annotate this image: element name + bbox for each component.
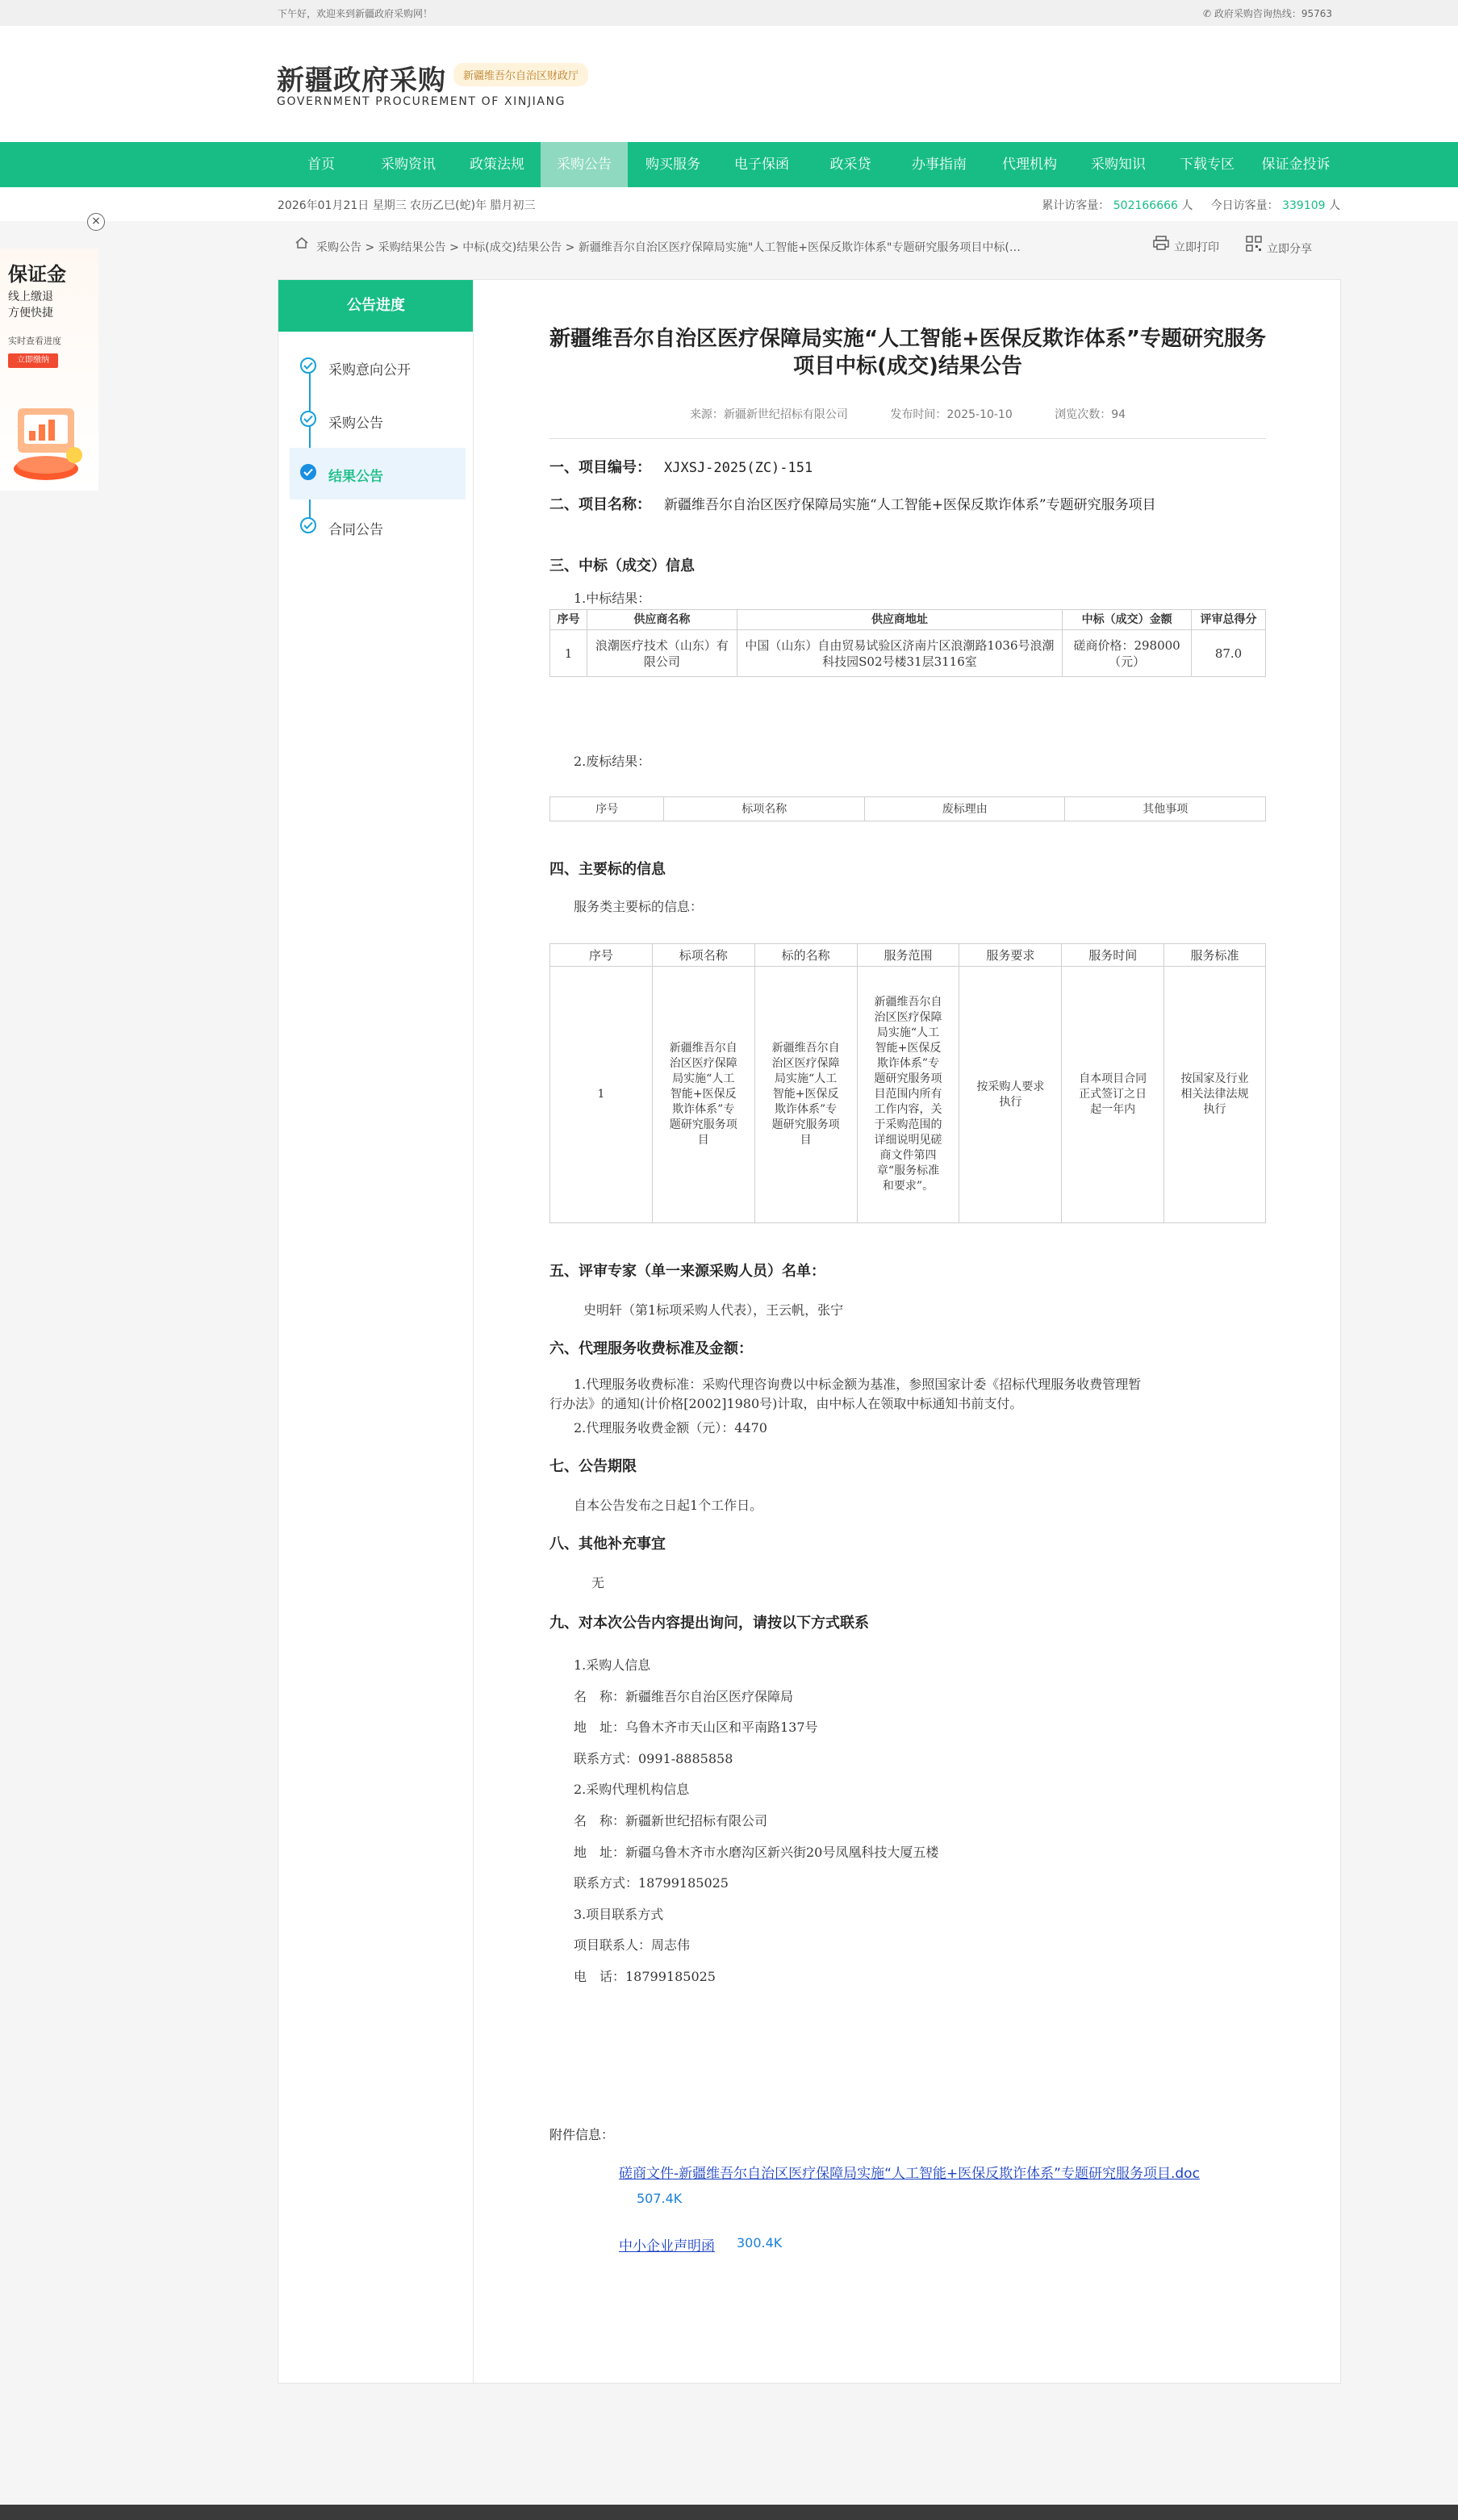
table-header: 供应商地址 <box>737 610 1062 630</box>
progress-step-label: 采购公告 <box>328 416 383 432</box>
section-agency-fee: 六、代理服务收费标准及金额： <box>549 1340 753 1357</box>
nav-item[interactable]: 下载专区 <box>1180 157 1234 173</box>
nav-item[interactable]: 政策法规 <box>470 157 524 173</box>
attachment-size: 507.4K <box>637 2191 683 2206</box>
breadcrumb <box>278 229 1341 261</box>
section-contact: 九、对本次公告内容提出询问，请按以下方式联系 <box>549 1615 869 1632</box>
contact-line: 电 话：18799185025 <box>574 1969 716 1984</box>
nav-item[interactable]: 采购公告 <box>541 142 628 187</box>
print-label: 立即打印 <box>1174 241 1219 254</box>
section-win-info: 三、中标（成交）信息 <box>549 558 695 575</box>
contact-line: 1.采购人信息 <box>574 1657 651 1673</box>
notice-meta <box>546 406 1269 422</box>
table-cell: 浪潮医疗技术（山东）有限公司 <box>587 630 737 677</box>
date-bar <box>0 187 1458 221</box>
section-period: 七、公告期限 <box>549 1458 637 1475</box>
contact-line: 地 址：新疆乌鲁木齐市水磨沟区新兴街20号凤凰科技大厦五楼 <box>574 1844 939 1860</box>
table-cell: 磋商价格：298000（元） <box>1063 630 1192 677</box>
home-icon[interactable] <box>295 237 308 249</box>
table-header: 服务标准 <box>1164 944 1266 967</box>
project-name <box>549 493 1156 514</box>
nav-item[interactable]: 采购资讯 <box>381 157 436 173</box>
nav-item[interactable]: 办事指南 <box>912 157 967 173</box>
greeting-text: 下午好，欢迎来到新疆政府采购网！ <box>278 8 433 19</box>
contact-line: 名 称：新疆维吾尔自治区医疗保障局 <box>574 1688 794 1704</box>
table-header: 废标理由 <box>864 797 1065 821</box>
fee-amount: 2.代理服务收费金额（元）：4470 <box>574 1420 767 1436</box>
notice-views: 浏览次数：94 <box>1055 408 1126 421</box>
experts-list: 史明轩（第1标项采购人代表），王云帆，张宁 <box>583 1302 844 1318</box>
table-header: 评审总得分 <box>1192 610 1266 630</box>
fail-table <box>549 796 1266 821</box>
logo-subtitle: GOVERNMENT PROCUREMENT OF XINJIANG <box>277 95 566 108</box>
check-icon <box>300 464 316 480</box>
table-cell: 87.0 <box>1192 630 1266 677</box>
attachment-link[interactable]: 中小企业声明函 <box>619 2238 715 2255</box>
progress-panel <box>278 279 474 2384</box>
item-table <box>549 943 1266 1223</box>
fee-standard-line1: 1.代理服务收费标准：采购代理咨询费以中标金额为基准，参照国家计委《招标代理服务收费管理暂 <box>574 1377 1142 1392</box>
attachment-link[interactable]: 磋商文件-新疆维吾尔自治区医疗保障局实施“人工智能+医保反欺诈体系”专题研究服务项目.doc <box>619 2166 1200 2182</box>
win-table <box>549 609 1266 677</box>
visitor-stats <box>1042 197 1340 213</box>
notice-period: 自本公告发布之日起1个工作日。 <box>574 1498 763 1513</box>
table-header: 标的名称 <box>754 944 857 967</box>
attachment-size: 300.4K <box>737 2235 783 2250</box>
project-number <box>549 456 813 477</box>
progress-step-label: 结果公告 <box>328 469 383 485</box>
table-cell: 新疆维吾尔自治区医疗保障局实施“人工智能+医保反欺诈体系”专题研究服务项目 <box>652 967 754 1223</box>
other-matters: 无 <box>591 1575 605 1590</box>
notice-title: 新疆维吾尔自治区医疗保障局实施“人工智能+医保反欺诈体系”专题研究服务项目中标(成交)结果公告 <box>549 327 1266 378</box>
section-other: 八、其他补充事宜 <box>549 1536 666 1553</box>
table-row <box>550 630 1266 677</box>
close-icon[interactable]: × <box>87 213 105 231</box>
nav-item[interactable]: 代理机构 <box>1002 157 1057 173</box>
total-visitors-unit: 人 <box>1181 199 1193 212</box>
progress-step-label: 采购意向公开 <box>328 362 411 378</box>
table-header: 序号 <box>550 797 664 821</box>
today-visitors-value: 339109 <box>1282 199 1326 212</box>
table-cell: 新疆维吾尔自治区医疗保障局实施“人工智能+医保反欺诈体系”专题研究服务项目 <box>754 967 857 1223</box>
share-button[interactable] <box>1246 236 1312 256</box>
footer-bar <box>0 2505 1458 2520</box>
progress-step[interactable] <box>290 448 466 499</box>
table-cell: 按国家及行业相关法律法规执行 <box>1164 967 1266 1223</box>
section-items: 四、主要标的信息 <box>549 861 666 878</box>
check-icon <box>300 357 316 374</box>
project-number-label: 一、项目编号： <box>549 459 651 476</box>
notice-source: 来源：新疆新世纪招标有限公司 <box>689 408 848 421</box>
site-header <box>0 26 1458 142</box>
attachments-label: 附件信息： <box>549 2127 615 2142</box>
table-cell: 自本项目合同正式签订之日起一年内 <box>1062 967 1164 1223</box>
breadcrumb-path[interactable]: 采购公告 > 采购结果公告 > 中标(成交)结果公告 > 新疆维吾尔自治区医疗保障局实施"人工智能+医保反欺诈体系"专题研究服务项目中标(… <box>316 241 1021 254</box>
nav-item[interactable]: 政采贷 <box>829 157 871 173</box>
ad-pay-button[interactable]: 立即缴纳 <box>8 353 58 368</box>
fee-standard-line2: 行办法》的通知(计价格[2002]1980号)计取，由中标人在领取中标通知书前支付。 <box>549 1396 1023 1411</box>
check-icon <box>300 411 316 427</box>
table-cell: 按采购人要求执行 <box>959 967 1062 1223</box>
project-name-value: 新疆维吾尔自治区医疗保障局实施“人工智能+医保反欺诈体系”专题研究服务项目 <box>664 497 1156 513</box>
progress-step-label: 合同公告 <box>328 522 383 538</box>
share-label: 立即分享 <box>1267 243 1312 256</box>
progress-title: 公告进度 <box>278 280 474 332</box>
table-header: 中标（成交）金额 <box>1063 610 1192 630</box>
nav-item[interactable]: 首页 <box>307 157 335 173</box>
table-header: 标项名称 <box>664 797 865 821</box>
total-visitors-value: 502166666 <box>1113 199 1178 212</box>
today-visitors-unit: 人 <box>1329 199 1340 212</box>
total-visitors-label: 累计访客量： <box>1042 199 1110 212</box>
contact-line: 3.项目联系方式 <box>574 1906 664 1922</box>
table-header: 服务要求 <box>959 944 1062 967</box>
table-header: 序号 <box>550 610 587 630</box>
check-icon <box>300 517 316 533</box>
table-cell: 中国（山东）自由贸易试验区济南片区浪潮路1036号浪潮科技园S02号楼31层3116室 <box>737 630 1062 677</box>
table-header: 服务范围 <box>857 944 959 967</box>
today-visitors-label: 今日访客量： <box>1210 199 1279 212</box>
date-text: 2026年01月21日 星期三 农历乙巳(蛇)年 腊月初三 <box>278 199 536 212</box>
nav-item[interactable]: 电子保函 <box>734 157 789 173</box>
print-button[interactable] <box>1153 236 1219 254</box>
logo-title[interactable]: 新疆政府采购 <box>277 65 446 97</box>
ad-illustration-icon <box>10 392 90 489</box>
contact-line: 联系方式：0991-8885858 <box>574 1750 733 1766</box>
progress-step[interactable] <box>290 395 466 446</box>
fail-result-label: 2.废标结果： <box>574 754 651 769</box>
table-cell: 新疆维吾尔自治区医疗保障局实施“人工智能+医保反欺诈体系”专题研究服务项目范围内所有工作内容，关于采购范围的详细说明见磋商文件第四章“服务标准和要求”。 <box>857 967 959 1223</box>
contact-line: 地 址：乌鲁木齐市天山区和平南路137号 <box>574 1720 818 1736</box>
table-header: 服务时间 <box>1062 944 1164 967</box>
qrcode-icon <box>1246 236 1262 252</box>
project-name-label: 二、项目名称： <box>549 496 651 513</box>
table-header: 标项名称 <box>652 944 754 967</box>
notice-publish-time: 发布时间：2025-10-10 <box>890 408 1013 421</box>
table-row <box>550 967 1266 1223</box>
printer-icon <box>1153 236 1169 250</box>
main-nav <box>0 142 1458 187</box>
contact-line: 项目联系人：周志伟 <box>574 1937 691 1954</box>
win-result-label: 1.中标结果： <box>574 591 651 606</box>
contact-line: 名 称：新疆新世纪招标有限公司 <box>574 1813 768 1828</box>
progress-step[interactable] <box>290 341 466 393</box>
ad-line2: 方便快捷 <box>8 307 53 320</box>
ad-slogan <box>8 289 53 321</box>
contact-line: 联系方式：18799185025 <box>574 1875 729 1891</box>
table-header: 序号 <box>550 944 653 967</box>
deposit-ad[interactable] <box>0 208 101 491</box>
nav-item[interactable]: 采购知识 <box>1091 157 1146 173</box>
project-number-value: XJXSJ-2025(ZC)-151 <box>664 460 813 476</box>
contact-line: 2.采购代理机构信息 <box>574 1782 690 1798</box>
nav-item[interactable]: 购买服务 <box>645 157 700 173</box>
table-cell: 1 <box>550 967 653 1223</box>
hotline-label: 政府采购咨询热线：95763 <box>1214 8 1332 19</box>
divider <box>549 438 1266 439</box>
notice-panel <box>473 279 1341 2384</box>
progress-step[interactable] <box>290 501 466 553</box>
phone-icon: ✆ <box>1202 8 1214 19</box>
item-info-label: 服务类主要标的信息： <box>574 899 704 914</box>
table-header: 其他事项 <box>1065 797 1266 821</box>
table-cell: 1 <box>550 630 587 677</box>
ad-line3: 实时查看进度 <box>8 336 61 346</box>
hotline-text <box>1203 6 1332 20</box>
logo-tag: 新疆维吾尔自治区财政厅 <box>453 63 588 86</box>
ad-title: 保证金 <box>8 263 66 286</box>
section-experts: 五、评审专家（单一来源采购人员）名单： <box>549 1263 825 1280</box>
top-bar <box>0 0 1458 26</box>
ad-line1: 线上缴退 <box>8 290 53 303</box>
nav-item[interactable]: 保证金投诉 <box>1261 157 1331 173</box>
table-header: 供应商名称 <box>587 610 737 630</box>
